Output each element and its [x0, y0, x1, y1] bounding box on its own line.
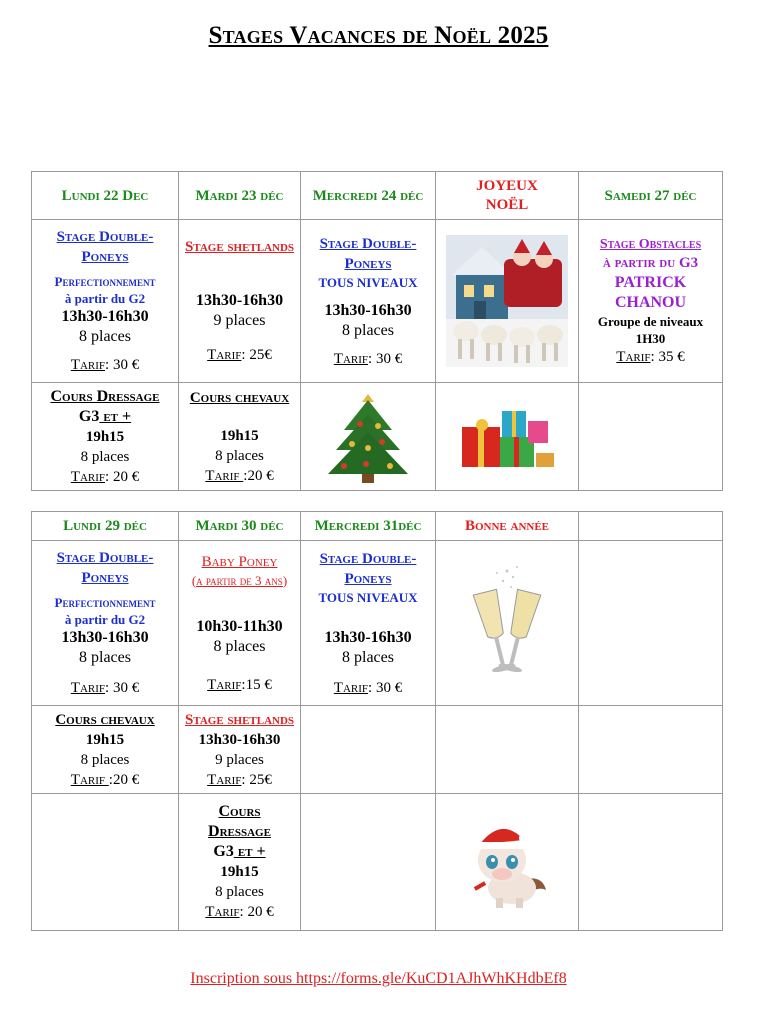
cell-samedi-27-stage	[579, 220, 723, 383]
cell-empty	[579, 794, 723, 931]
cell-empty	[579, 383, 723, 491]
activity-time: 10h30-11h30	[196, 617, 283, 635]
activity-tarif: Tarif: 20 €	[205, 904, 274, 920]
schedule-week-2	[31, 511, 723, 931]
activity-group: Groupe de niveaux	[597, 313, 704, 329]
activity-level-detail: à partir du G2	[64, 291, 146, 306]
cell-mardi-23-stage	[179, 220, 301, 383]
activity-row-second	[32, 706, 723, 794]
day-header-lundi-22: Lundi 22 Dec	[32, 172, 179, 220]
activity-title: Stage shetlands	[184, 239, 295, 255]
activity-places: 9 places	[213, 312, 266, 329]
cell-lundi-29-stage	[32, 541, 179, 706]
activity-time: 13h30-16h30	[61, 629, 149, 646]
activity-row-evening	[32, 383, 723, 491]
activity-title-2: Dressage	[208, 823, 271, 840]
activity-time: 19h15	[85, 731, 125, 748]
activity-time: 19h15	[85, 428, 125, 445]
registration-link[interactable]: Inscription sous https://forms.gle/KuCD1AJhWhKHdbEf8	[190, 970, 567, 987]
instructor-first: PATRICK	[614, 273, 687, 291]
activity-tarif: Tarif: 25€	[207, 347, 272, 363]
schedule-week-1	[31, 171, 723, 491]
cell-empty	[301, 706, 436, 794]
cell-mercredi-24-stage	[301, 220, 436, 383]
activity-title: Stage shetlands	[184, 711, 295, 728]
activity-title: Stage Double-Poneys	[319, 235, 417, 272]
cell-lundi-22-dressage	[32, 383, 179, 491]
activity-time: 19h15	[220, 864, 259, 880]
activity-time: 13h30-16h30	[324, 301, 412, 319]
activity-tarif: Tarif: 30 €	[70, 680, 140, 696]
cell-empty	[32, 794, 179, 931]
cell-mercredi-31-stage	[301, 541, 436, 706]
activity-level: G3 et +	[213, 843, 266, 860]
activity-row-afternoon	[32, 220, 723, 383]
champagne-glasses-image	[467, 563, 547, 683]
cell-empty	[436, 706, 579, 794]
activity-title: Baby Poney	[201, 553, 278, 570]
day-header-mercredi-31: Mercredi 31déc	[301, 512, 436, 541]
cell-christmas-tree	[301, 383, 436, 491]
activity-time: 13h30-16h30	[198, 731, 281, 748]
activity-title: Stage Double-Poneys	[56, 550, 154, 586]
activity-tarif: Tarif: 30 €	[333, 350, 403, 367]
activity-time: 13h30-16h30	[61, 308, 149, 325]
activity-tarif: Tarif: 35 €	[616, 348, 685, 365]
christmas-pony-image	[462, 814, 552, 910]
activity-tarif: Tarif: 30 €	[70, 357, 140, 373]
day-header-mardi-23: Mardi 23 déc	[179, 172, 301, 220]
cell-empty	[301, 794, 436, 931]
activity-places: 8 places	[215, 447, 264, 464]
day-header-samedi-27: Samedi 27 déc	[579, 172, 723, 220]
activity-places: 8 places	[342, 648, 394, 666]
cell-mardi-23-chevaux	[179, 383, 301, 491]
activity-title: Cours chevaux	[189, 389, 290, 406]
activity-level: G3 et +	[78, 407, 132, 425]
activity-title: Cours chevaux	[55, 711, 155, 728]
activity-places: 8 places	[80, 448, 130, 465]
activity-level: TOUS NIVEAUX	[318, 274, 418, 290]
cell-mardi-30-dressage	[179, 794, 301, 931]
activity-time: 19h15	[220, 427, 259, 444]
christmas-tree-image	[322, 388, 414, 486]
activity-places: 8 places	[342, 321, 394, 339]
cell-lundi-22-stage	[32, 220, 179, 383]
activity-title: Stage Obstacles	[599, 236, 702, 252]
activity-time: 13h30-16h30	[324, 628, 412, 646]
activity-level: à partir du G3	[602, 254, 699, 271]
day-header-mercredi-24: Mercredi 24 déc	[301, 172, 436, 220]
gift-boxes-image	[458, 401, 556, 473]
day-header-empty	[579, 512, 723, 541]
activity-tarif: Tarif :20 €	[70, 771, 140, 788]
activity-title: Stage Double-Poneys	[56, 229, 154, 265]
cell-champagne	[436, 541, 579, 706]
activity-time: 13h30-16h30	[195, 292, 284, 309]
page-title: Stages Vacances de Noël 2025	[208, 22, 549, 49]
activity-title: Stage Double-Poneys	[319, 550, 417, 587]
cell-empty	[579, 706, 723, 794]
activity-title: Cours Dressage	[50, 387, 160, 405]
activity-row-afternoon	[32, 541, 723, 706]
day-header-lundi-29: Lundi 29 déc	[32, 512, 179, 541]
cell-mardi-30-baby-poney	[179, 541, 301, 706]
cell-gifts	[436, 383, 579, 491]
activity-tarif: Tarif:15 €	[207, 676, 272, 693]
activity-subtitle: (a partir de 3 ans)	[191, 572, 288, 588]
activity-level: Perfectionnement	[54, 274, 156, 289]
cell-empty	[579, 541, 723, 706]
activity-places: 9 places	[215, 751, 264, 768]
activity-duration: 1H30	[635, 330, 666, 346]
joyeux-noel-text: JOYEUX NOËL	[476, 177, 538, 213]
activity-places: 8 places	[215, 884, 264, 900]
instructor-last: CHANOU	[614, 293, 687, 311]
activity-places: 8 places	[213, 637, 266, 655]
cell-mardi-30-shetlands	[179, 706, 301, 794]
day-header-joyeux-noel	[436, 172, 579, 220]
day-header-mardi-30: Mardi 30 déc	[179, 512, 301, 541]
activity-row-third	[32, 794, 723, 931]
activity-level: TOUS NIVEAUX	[318, 589, 418, 605]
activity-places: 8 places	[79, 328, 131, 345]
activity-level-detail: à partir du G2	[64, 612, 146, 627]
cell-pony	[436, 794, 579, 931]
cell-lundi-29-chevaux	[32, 706, 179, 794]
activity-places: 8 places	[80, 751, 130, 768]
header-row	[32, 512, 723, 541]
activity-tarif: Tarif: 20 €	[70, 468, 140, 485]
activity-tarif: Tarif: 30 €	[333, 679, 403, 696]
activity-title: Cours	[218, 803, 261, 820]
activity-level: Perfectionnement	[54, 595, 156, 610]
header-row	[32, 172, 723, 220]
day-header-bonne-annee: Bonne année	[436, 512, 579, 541]
santa-sleigh-image	[446, 235, 568, 367]
activity-tarif: Tarif :20 €	[205, 467, 274, 484]
activity-tarif: Tarif: 25€	[207, 771, 272, 788]
activity-places: 8 places	[79, 649, 131, 666]
cell-joyeux-noel-image	[436, 220, 579, 383]
